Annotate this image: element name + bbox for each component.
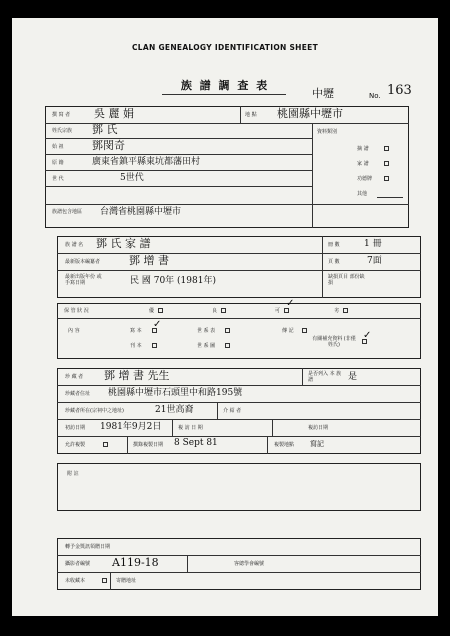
check-mark-icon: ✓	[363, 330, 372, 341]
content-opt-5: 有關補充資料 (非僅姓氏)	[312, 336, 356, 348]
source-item-0: 摘 譜	[357, 146, 369, 152]
content-checkbox-3[interactable]	[152, 343, 157, 348]
film-place-label: 複製地點	[274, 442, 295, 448]
film-place-value: 寫記	[310, 440, 324, 448]
source-item-1: 家 譜	[357, 161, 369, 167]
title-underline	[162, 94, 286, 95]
condition-opt-1: 良	[212, 308, 218, 314]
editor-value: 鄧 增 書	[129, 254, 169, 267]
generation-label: 世 代	[52, 176, 64, 182]
content-opt-0: 寫 本	[130, 328, 142, 334]
film-date-value: 8 Sept 81	[174, 438, 218, 448]
section-notes	[57, 463, 421, 511]
list-include-value: 是	[348, 372, 358, 382]
genealogy-sheet	[12, 18, 438, 616]
first-visit-label: 初訪日期	[65, 425, 86, 431]
genealogy-name-label: 族 譜 名	[65, 242, 84, 248]
condition-checkbox-0[interactable]	[158, 308, 163, 313]
informant-label: 撰 寫 者	[52, 112, 71, 118]
holder-label: 珍 藏 者	[65, 374, 84, 380]
missing-pages-label: 缺損頁目 部份缺損	[328, 274, 365, 286]
first-visit-value: 1981年9月2日	[100, 422, 162, 432]
informant-value: 吳 麗 娟	[94, 107, 134, 120]
ancestral-hall-label: 珍藏者所在(宗祠中之地址)	[65, 408, 124, 414]
location-value: 桃園縣中壢市	[277, 107, 343, 120]
area-label: 族譜包含地區	[52, 209, 83, 215]
introducer-label: 介 紹 者	[223, 408, 242, 414]
content-opt-4: 世 系 圖	[197, 343, 216, 349]
origin-value: 廣東省鎮平縣東坑都藩田村	[92, 157, 201, 167]
area-value: 台灣省桃園縣中壢市	[100, 207, 182, 217]
film-number-label: 攝影者編號	[65, 561, 91, 567]
pages-value: 7面	[367, 256, 382, 266]
content-opt-3: 刊 本	[130, 343, 142, 349]
content-checkbox-1[interactable]	[225, 328, 230, 333]
source-checkbox-0[interactable]	[384, 146, 389, 151]
sheet-title-en: CLAN GENEALOGY IDENTIFICATION SHEET	[131, 43, 319, 52]
museum-number-label: 客總學會編號	[234, 561, 265, 567]
condition-label: 保 管 狀 況	[64, 308, 89, 314]
ancestral-hall-value: 21世高裔	[155, 405, 194, 415]
condition-checkbox-1[interactable]	[221, 308, 226, 313]
source-item-3: 其他	[357, 191, 368, 197]
source-checkbox-2[interactable]	[384, 176, 389, 181]
unrecorded-label: 未收藏本	[65, 578, 86, 584]
holder-address-value: 桃園縣中壢市石頭里中和路195號	[108, 388, 243, 398]
condition-opt-3: 劣	[334, 308, 340, 314]
list-include-label: 是否列入 本 族 譜	[308, 371, 342, 383]
notes-label: 附 註	[67, 471, 79, 477]
permit-copy-checkbox[interactable]	[103, 442, 108, 447]
source-checkbox-1[interactable]	[384, 161, 389, 166]
film-number-value: A119-18	[112, 556, 159, 569]
return-address-label: 寄贈地址	[116, 578, 137, 584]
content-label: 內 容	[68, 328, 80, 334]
content-checkbox-4[interactable]	[225, 343, 230, 348]
holder-address-label: 珍藏者住址	[65, 391, 91, 397]
content-opt-1: 世 系 表	[197, 328, 216, 334]
transfer-date-label: 轉予金獎訊領贈日期	[65, 544, 111, 550]
founder-value: 鄧閔奇	[92, 139, 125, 152]
condition-opt-0: 優	[149, 308, 155, 314]
origin-label: 原 籍	[52, 160, 64, 166]
content-checkbox-2[interactable]	[302, 328, 307, 333]
unrecorded-checkbox[interactable]	[102, 578, 107, 583]
revisit-date-label: 複 訪 日 期	[178, 425, 203, 431]
region-handwritten: 中壢	[312, 87, 334, 100]
holder-value: 鄧 增 書 先生	[104, 369, 170, 382]
sheet-title-zh: 族 譜 調 查 表	[180, 79, 270, 92]
check-mark-icon: ✓	[153, 319, 162, 330]
content-opt-2: 傳 記	[282, 328, 294, 334]
surname-value: 鄧 氏	[92, 123, 118, 136]
source-item-2: 功德牌	[357, 176, 373, 182]
volumes-value: 1 冊	[364, 239, 382, 249]
surname-label: 姓氏宗族	[52, 128, 73, 134]
permit-copy-label: 允許複製	[65, 442, 86, 448]
pages-label: 頁 數	[328, 259, 340, 265]
film-date-label: 撰錄複製日期	[133, 442, 164, 448]
source-type-title: 資料類別	[317, 129, 338, 135]
recheck-date-label: 複訪日期	[308, 425, 329, 431]
publish-date-label: 最新出版年份 或手寫日期	[65, 274, 102, 286]
founder-label: 始 祖	[52, 144, 64, 150]
publish-date-value: 民 國 70年 (1981年)	[130, 276, 216, 286]
serial-no-label: No.	[369, 92, 381, 100]
genealogy-name-value: 鄧 氏 家 譜	[96, 237, 151, 250]
condition-opt-2: 可	[275, 308, 281, 314]
check-mark-icon: ✓	[286, 298, 295, 309]
location-label: 地 點	[245, 112, 257, 118]
condition-checkbox-3[interactable]	[343, 308, 348, 313]
generation-value: 5世代	[120, 173, 144, 183]
volumes-label: 冊 數	[328, 242, 340, 248]
editor-label: 最新版本編纂者	[65, 259, 101, 265]
serial-no-value: 163	[387, 83, 412, 98]
